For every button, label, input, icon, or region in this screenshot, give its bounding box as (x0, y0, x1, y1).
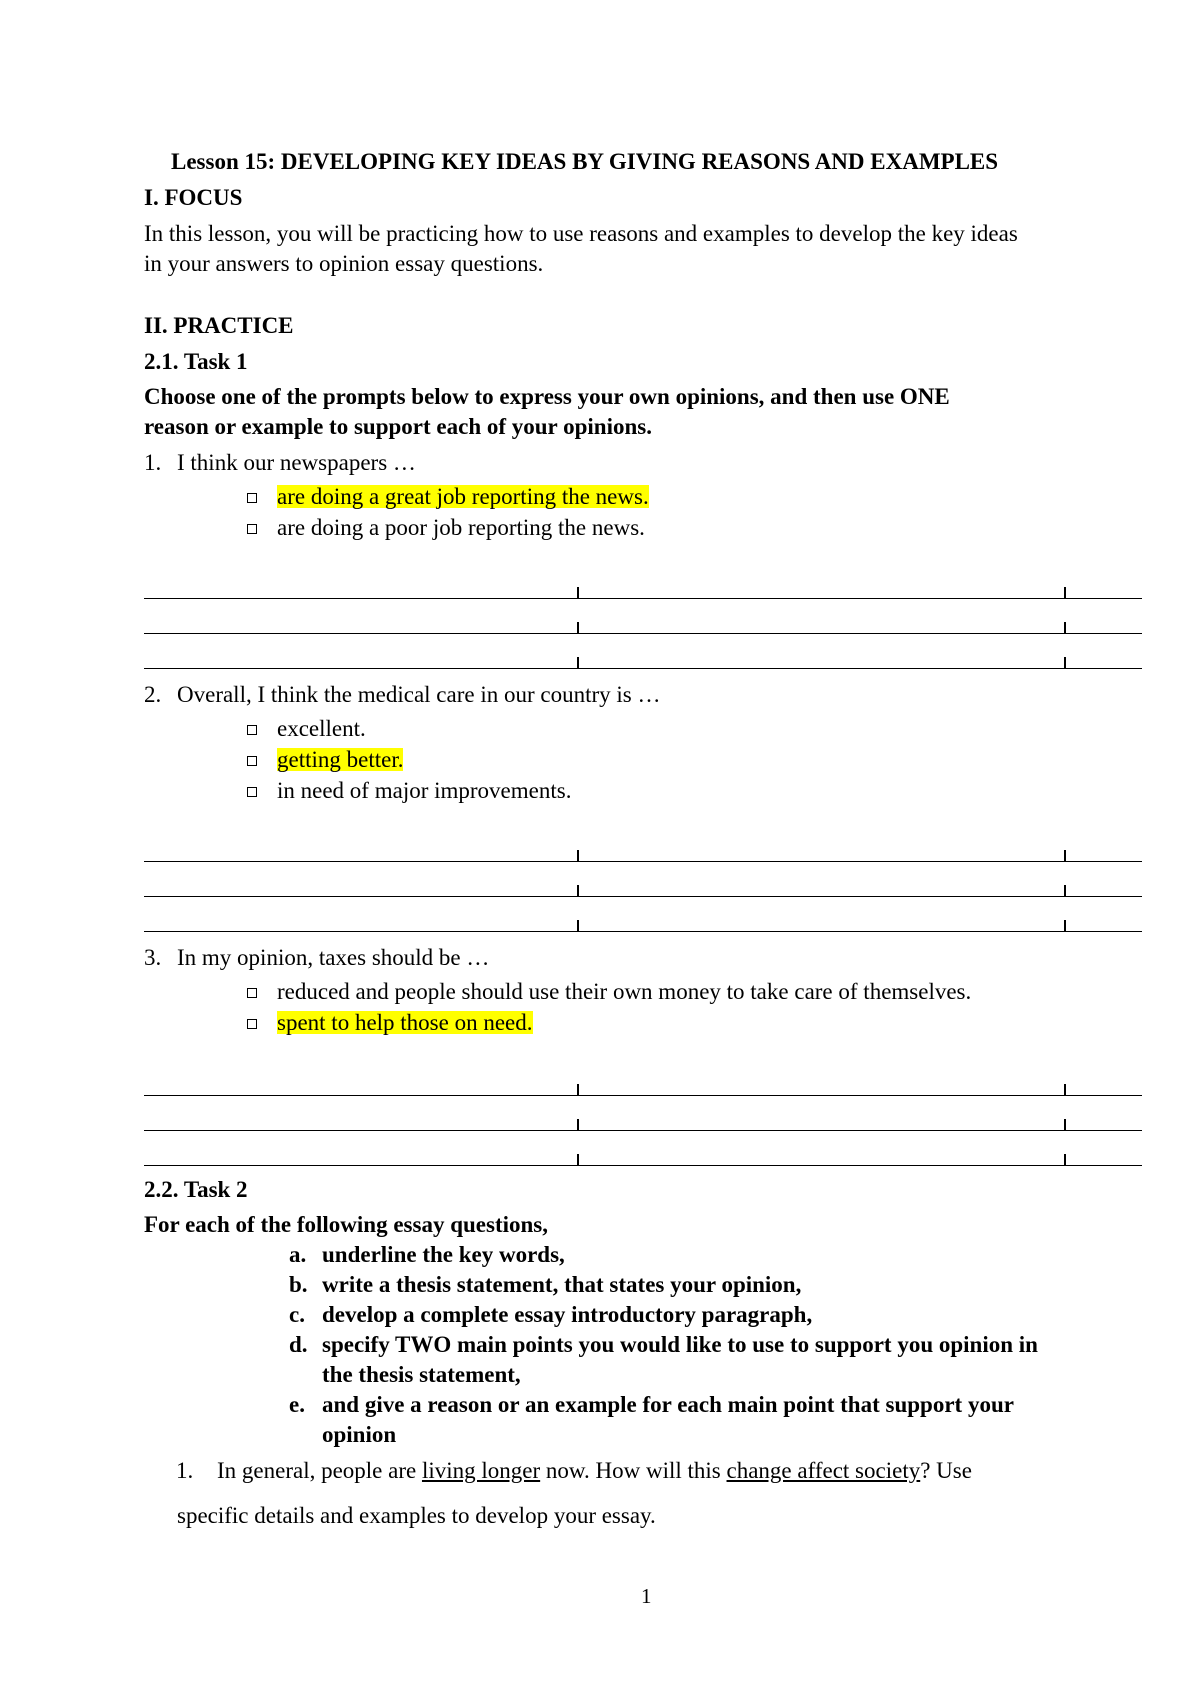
step-d-text-line1: specify TWO main points you would like to use to support you opinion in (322, 1332, 1038, 1357)
checkbox-icon[interactable] (247, 1019, 257, 1029)
checkbox-icon[interactable] (247, 787, 257, 797)
question-1-line2: specific details and examples to develop your essay. (177, 1503, 656, 1528)
answer-line[interactable] (144, 870, 1142, 897)
step-d-text-line2: the thesis statement, (322, 1362, 521, 1387)
task2-heading: 2.2. Task 2 (144, 1177, 248, 1202)
answer-line[interactable] (144, 607, 1142, 634)
step-e-letter: e. (289, 1392, 305, 1417)
task1-heading: 2.1. Task 1 (144, 349, 248, 374)
prompt-3-number: 3. (144, 945, 162, 970)
question-1-number: 1. (176, 1458, 194, 1483)
prompt-3-option-2: spent to help those on need. (277, 1010, 533, 1035)
step-c-text: develop a complete essay introductory paragraph, (322, 1302, 813, 1327)
focus-heading: I. FOCUS (144, 185, 243, 210)
lesson-title: Lesson 15: DEVELOPING KEY IDEAS BY GIVING REASONS AND EXAMPLES (171, 149, 999, 174)
prompt-2-number: 2. (144, 682, 162, 707)
prompt-1-option-1: are doing a great job reporting the news. (277, 484, 649, 509)
keyword-change-affect-society: change affect society (726, 1458, 921, 1483)
keyword-living-longer: living longer (421, 1458, 541, 1483)
answer-line[interactable] (144, 905, 1142, 932)
prompt-1-number: 1. (144, 450, 162, 475)
prompt-2-option-3: in need of major improvements. (277, 778, 572, 803)
prompt-2-option-1: excellent. (277, 716, 366, 741)
question-1-part2: now. How will this (540, 1458, 727, 1483)
focus-text-line1: In this lesson, you will be practicing how to use reasons and examples to develop the key ideas (144, 221, 1018, 246)
question-1-part1: In general, people are (217, 1458, 422, 1483)
step-d-letter: d. (289, 1332, 308, 1357)
prompt-2-option-2: getting better. (277, 747, 404, 772)
page-number: 1 (641, 1584, 652, 1608)
practice-heading: II. PRACTICE (144, 313, 294, 338)
task2-instruction: For each of the following essay questions, (144, 1212, 548, 1237)
prompt-3-text: In my opinion, taxes should be … (177, 945, 490, 970)
step-e-text-line1: and give a reason or an example for each main point that support your (322, 1392, 1014, 1417)
answer-line[interactable] (144, 1139, 1142, 1166)
checkbox-icon[interactable] (247, 756, 257, 766)
answer-line[interactable] (144, 1104, 1142, 1131)
checkbox-icon[interactable] (247, 524, 257, 534)
focus-text-line2: in your answers to opinion essay questions. (144, 251, 544, 276)
prompt-1-text: I think our newspapers … (177, 450, 416, 475)
question-1-line1 (217, 1459, 972, 1482)
task1-instruction-line2: reason or example to support each of your opinions. (144, 414, 652, 439)
answer-line[interactable] (144, 572, 1142, 599)
checkbox-icon[interactable] (247, 725, 257, 735)
checkbox-icon[interactable] (247, 493, 257, 503)
step-b-text: write a thesis statement, that states your opinion, (322, 1272, 802, 1297)
answer-line[interactable] (144, 1069, 1142, 1096)
prompt-2-text: Overall, I think the medical care in our country is … (177, 682, 661, 707)
prompt-1-option-2: are doing a poor job reporting the news. (277, 515, 645, 540)
checkbox-icon[interactable] (247, 988, 257, 998)
step-b-letter: b. (289, 1272, 308, 1297)
step-e-text-line2: opinion (322, 1422, 397, 1447)
task1-instruction-line1: Choose one of the prompts below to express your own opinions, and then use ONE (144, 384, 950, 409)
step-a-text: underline the key words, (322, 1242, 565, 1267)
step-c-letter: c. (289, 1302, 305, 1327)
answer-line[interactable] (144, 835, 1142, 862)
answer-line[interactable] (144, 642, 1142, 669)
question-1-part3: ? Use (920, 1458, 972, 1483)
prompt-3-option-1: reduced and people should use their own money to take care of themselves. (277, 979, 972, 1004)
step-a-letter: a. (289, 1242, 307, 1267)
